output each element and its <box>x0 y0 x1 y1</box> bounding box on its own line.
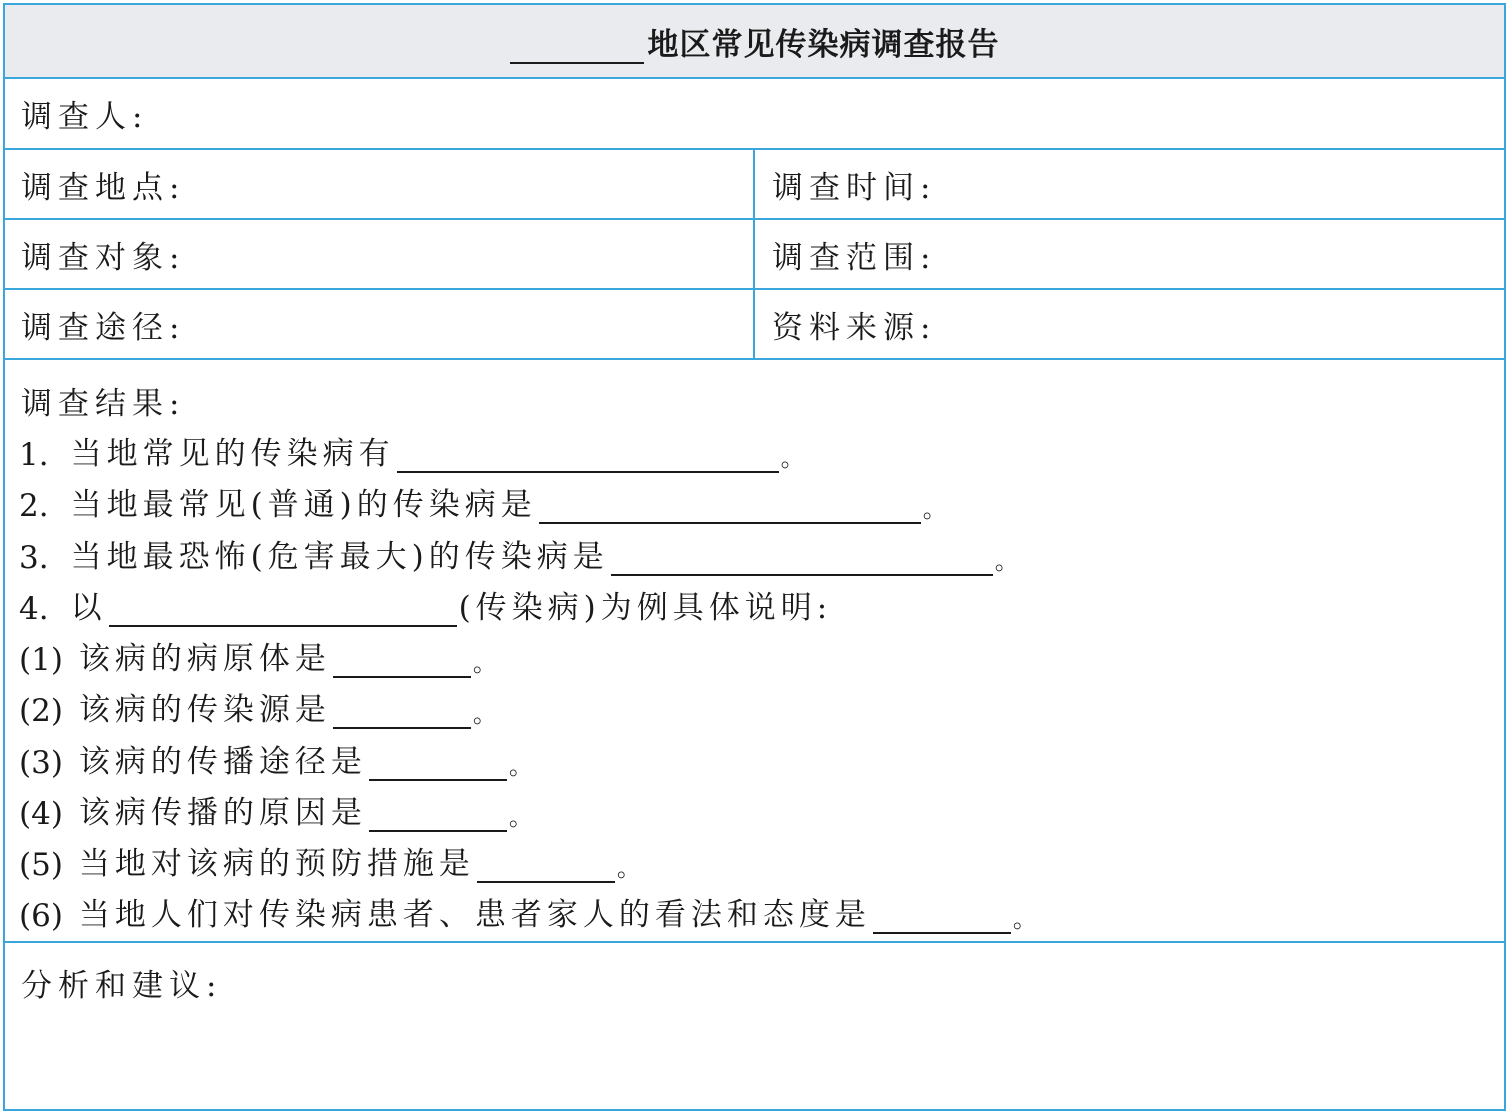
answer-blank[interactable] <box>539 500 921 524</box>
object-label: 调查对象: <box>21 239 186 276</box>
sub-item <box>19 684 497 729</box>
investigator-label: 调查人: <box>21 99 149 135</box>
item-end: 。 <box>472 700 497 728</box>
analysis-label: 分析和建议: <box>21 968 223 1004</box>
investigator-row <box>5 79 1504 150</box>
survey-report-form <box>3 3 1506 1111</box>
result-item <box>19 479 947 524</box>
column-divider <box>753 150 755 360</box>
sub-item-text: 当地对该病的预防措施是 <box>78 846 475 882</box>
source-label: 资料来源: <box>772 309 937 346</box>
sub-item <box>19 889 1037 934</box>
item-end: 。 <box>1012 905 1037 933</box>
sub-item-text: 该病的传播途径是 <box>78 744 367 780</box>
sub-item-text: 该病传播的原因是 <box>78 795 367 831</box>
sub-item-number: (5) <box>19 847 63 883</box>
title-row <box>5 5 1504 79</box>
answer-blank[interactable] <box>397 449 779 473</box>
sub-item-number: (6) <box>19 898 63 934</box>
answer-blank[interactable] <box>333 654 471 678</box>
answer-blank[interactable] <box>333 705 471 729</box>
item-end: 。 <box>922 495 947 523</box>
result-item <box>19 531 1019 576</box>
sub-item <box>19 736 533 781</box>
sub-item-number: (2) <box>19 693 63 729</box>
item-end: 。 <box>780 444 805 472</box>
item-text-after: (传染病)为例具体说明: <box>458 590 833 626</box>
item-text: 当地常见的传染病有 <box>70 436 395 472</box>
item-text: 当地最常见(普通)的传染病是 <box>70 487 537 523</box>
route-label: 调查途径: <box>21 309 186 346</box>
item-end: 。 <box>616 854 641 882</box>
sub-item <box>19 838 641 883</box>
item-end: 。 <box>508 803 533 831</box>
place-label: 调查地点: <box>21 169 186 206</box>
item-end: 。 <box>472 649 497 677</box>
answer-blank[interactable] <box>369 808 507 832</box>
sub-item-text: 该病的病原体是 <box>78 641 331 677</box>
item-text: 当地最恐怖(危害最大)的传染病是 <box>70 539 609 575</box>
time-label: 调查时间: <box>772 169 937 206</box>
item-text: 以 <box>70 590 107 626</box>
disease-blank[interactable] <box>109 603 457 627</box>
item-number: 1. <box>19 437 49 473</box>
region-blank[interactable] <box>510 36 644 64</box>
sub-item-text: 当地人们对传染病患者、患者家人的看法和态度是 <box>78 897 871 933</box>
sub-item-text: 该病的传染源是 <box>78 692 331 728</box>
sub-item-number: (1) <box>19 642 63 678</box>
scope-label: 调查范围: <box>772 239 937 276</box>
item-end: 。 <box>994 547 1019 575</box>
answer-blank[interactable] <box>611 552 993 576</box>
item-number: 2. <box>19 488 49 524</box>
item-number: 3. <box>19 540 49 576</box>
report-title <box>510 19 1000 64</box>
result-item <box>19 582 832 627</box>
answer-blank[interactable] <box>477 859 615 883</box>
report-title-text: 地区常见传染病调查报告 <box>647 26 1000 63</box>
results-heading: 调查结果: <box>21 386 186 422</box>
item-number: 4. <box>19 591 49 627</box>
results-section <box>5 360 1504 943</box>
item-end: 。 <box>508 752 533 780</box>
sub-item <box>19 633 497 678</box>
sub-item-number: (3) <box>19 745 63 781</box>
result-item <box>19 428 805 473</box>
sub-item-number: (4) <box>19 796 63 832</box>
answer-blank[interactable] <box>369 757 507 781</box>
answer-blank[interactable] <box>873 910 1011 934</box>
sub-item <box>19 787 533 832</box>
